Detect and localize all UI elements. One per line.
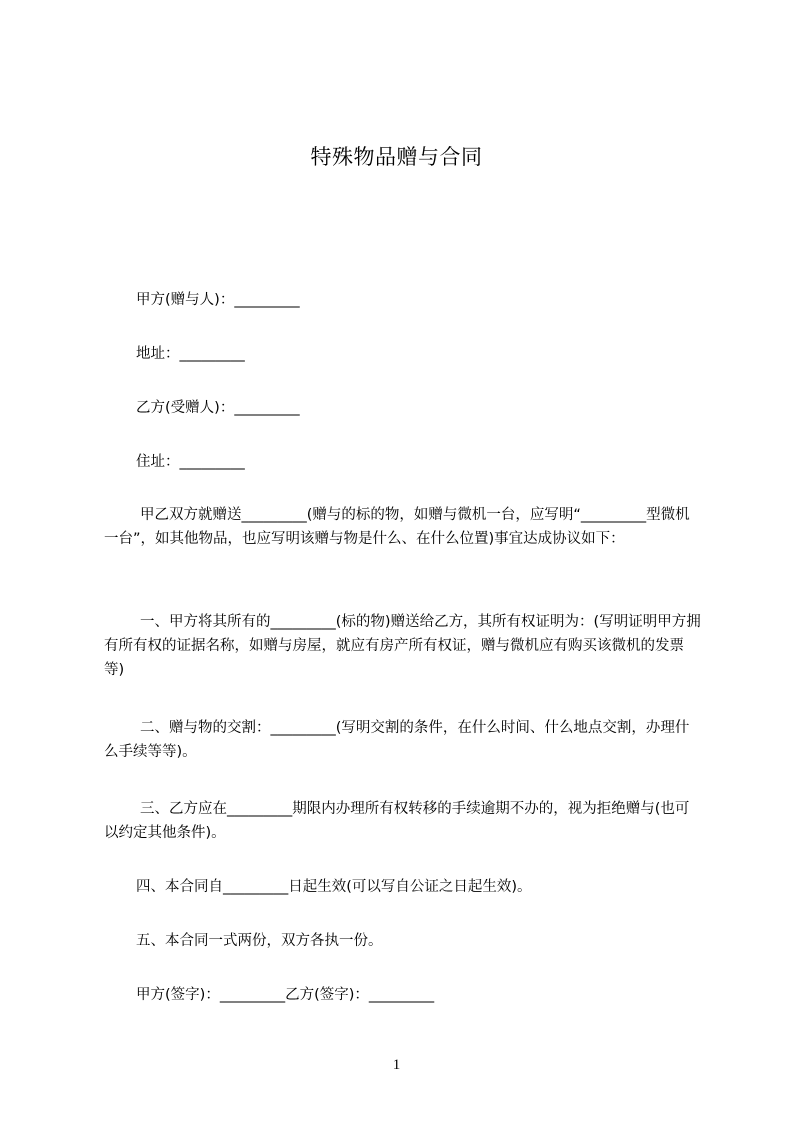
clause-5-line: 五、本合同一式两份，双方各执一份。 bbox=[136, 933, 383, 949]
clause-3-paragraph: 三、乙方应在_________期限内办理所有权转移的手续逾期不办的，视为拒绝赠与(也可以约定其他条件)。 bbox=[104, 801, 690, 841]
page-number: 1 bbox=[392, 1057, 401, 1073]
party-b-line: 乙方(受赠人)：_________ bbox=[136, 400, 300, 416]
clause-1-paragraph: 一、甲方将其所有的_________(标的物)赠送给乙方，其所有权证明为：(写明证明甲方拥有所有权的证据名称，如赠与房屋，就应有房产所有权证，赠与微机应有购买该微机的发票等) bbox=[104, 614, 701, 678]
clause-4-line: 四、本合同自_________日起生效(可以写自公证之日起生效)。 bbox=[136, 879, 532, 895]
party-a-line: 甲方(赠与人)：_________ bbox=[136, 292, 300, 308]
clause-2-paragraph: 二、赠与物的交割：_________(写明交割的条件，在什么时间、什么地点交割，办理什么手续等等)。 bbox=[104, 720, 690, 760]
intro-paragraph: 甲乙双方就赠送_________(赠与的标的物，如赠与微机一台，应写明“_________型微机一台”，如其他物品，也应写明该赠与物是什么、在什么位置)事宜达成协议如下： bbox=[104, 507, 690, 547]
signatures-line: 甲方(签字)：_________乙方(签字)：_________ bbox=[136, 987, 435, 1003]
address-line: 地址：_________ bbox=[136, 346, 245, 362]
document-title: 特殊物品赠与合同 bbox=[310, 145, 483, 169]
residence-line: 住址：_________ bbox=[136, 454, 245, 470]
